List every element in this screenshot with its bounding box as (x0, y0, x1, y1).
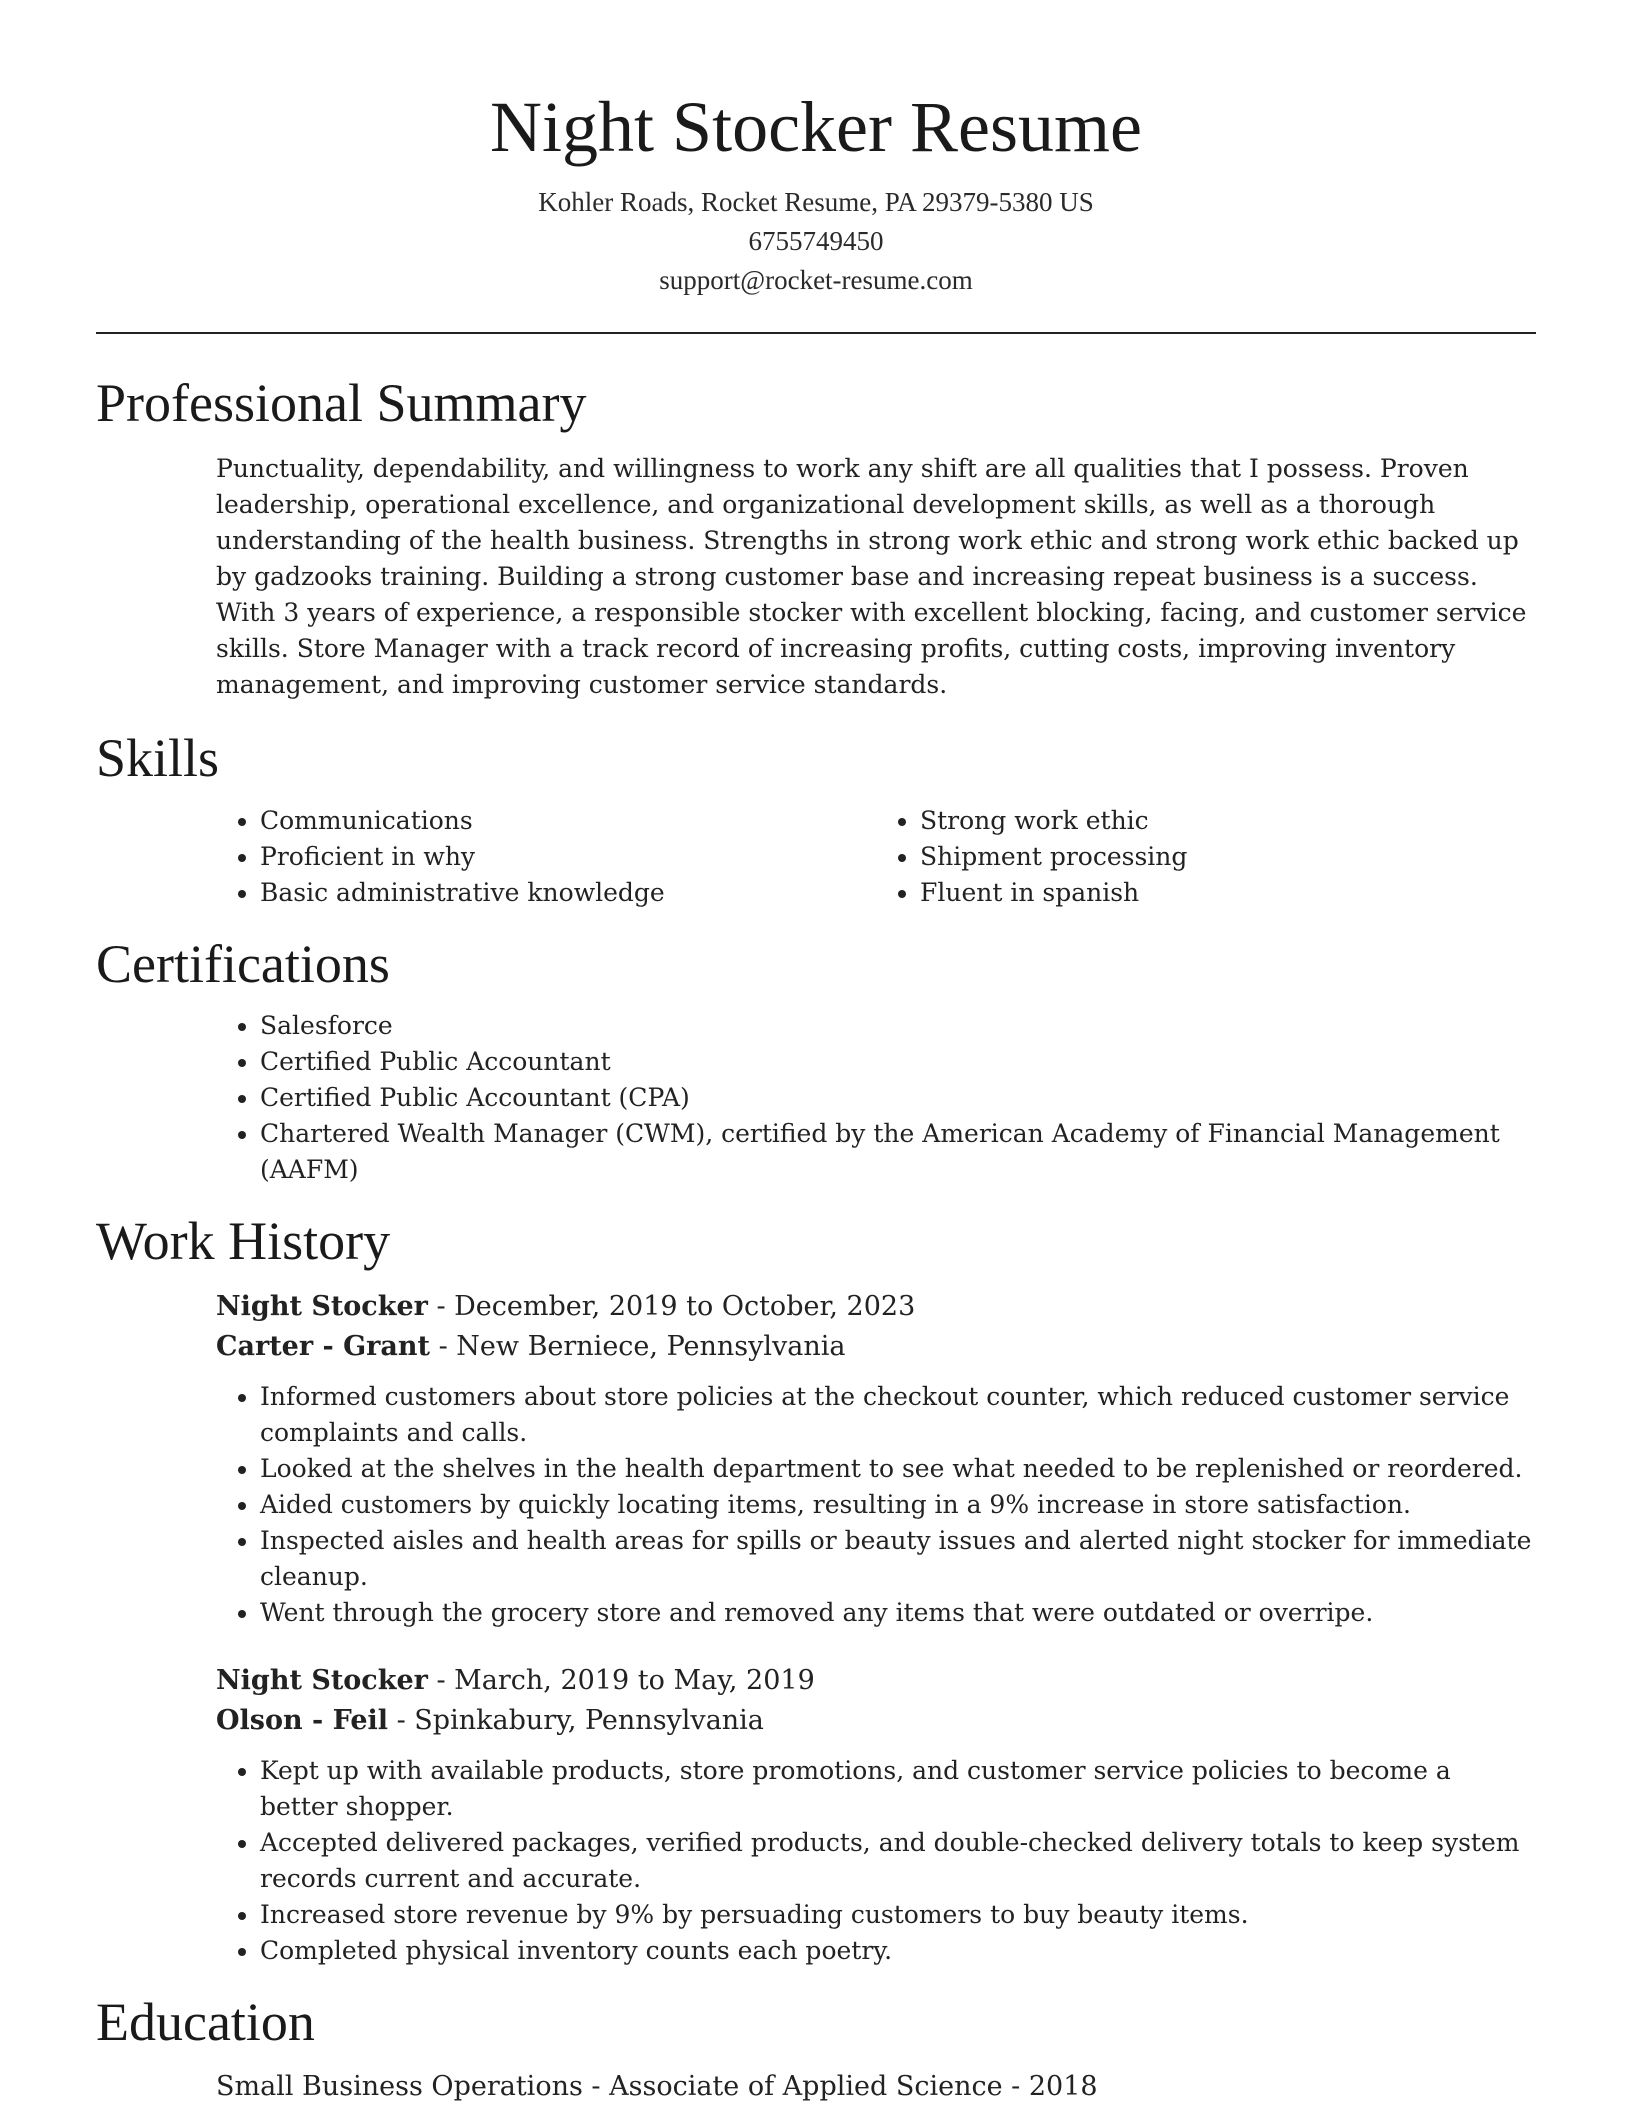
list-item: • Communications (260, 803, 876, 839)
list-item: • Certified Public Accountant (260, 1044, 1536, 1080)
summary-section (96, 374, 1536, 703)
resume-header (96, 0, 1536, 300)
list-item: • Salesforce (260, 1008, 1536, 1044)
summary-title: Professional Summary (96, 372, 587, 433)
list-item: • Strong work ethic (920, 803, 1536, 839)
education-title: Education (96, 1992, 315, 2053)
list-item: • Kept up with available products, store promotions, and customer service policies to become a better shopper. (260, 1753, 1536, 1825)
contact-phone: 6755749450 (748, 225, 884, 256)
header-divider (96, 332, 1536, 334)
resume-name: Night Stocker Resume (490, 87, 1142, 167)
list-item: • Certified Public Accountant (CPA) (260, 1080, 1536, 1116)
job-company-line (216, 1701, 1536, 1741)
job-dates: - March, 2019 to May, 2019 (427, 1665, 815, 1697)
contact-block (96, 183, 1536, 300)
skills-section (96, 729, 1536, 910)
certifications-list (216, 1008, 1536, 1188)
contact-address: Kohler Roads, Rocket Resume, PA 29379-5380 US (538, 186, 1094, 217)
job-company: Carter - Grant (216, 1331, 430, 1363)
work-history-section (96, 1212, 1536, 1969)
job-title-line (216, 1287, 1536, 1327)
list-item: • Completed physical inventory counts each poetry. (260, 1933, 1536, 1969)
list-item: • Shipment processing (920, 839, 1536, 875)
job-title-line (216, 1661, 1536, 1701)
resume-page (96, 0, 1536, 2107)
job-entry (216, 1661, 1536, 1969)
work-history-title: Work History (96, 1210, 391, 1271)
job-location: - Spinkabury, Pennsylvania (388, 1705, 764, 1737)
contact-email: support@rocket-resume.com (659, 264, 973, 295)
list-item: • Went through the grocery store and removed any items that were outdated or overripe. (260, 1595, 1536, 1631)
list-item: • Fluent in spanish (920, 875, 1536, 911)
summary-text: Punctuality, dependability, and willingness to work any shift are all qualities that I possess. Proven leadership, operational excellence, and organizational development skills, as well as a thorough understanding of the health business. Strengths in strong work ethic and strong work ethic backed up by gadzooks training. Building a strong customer base and increasing repeat business is a success. With 3 years of experience, a responsible stocker with excellent blocking, facing, and customer service skills. Store Manager with a track record of increasing profits, cutting costs, improving inventory management, and improving customer service standards. (216, 454, 1527, 700)
job-location: - New Berniece, Pennsylvania (429, 1331, 846, 1363)
education-entry: Small Business Operations - Associate of Applied Science - 2018 (216, 2070, 1098, 2102)
list-item: • Increased store revenue by 9% by persuading customers to buy beauty items. (260, 1897, 1536, 1933)
job-entry (216, 1287, 1536, 1631)
job-company: Olson - Feil (216, 1705, 389, 1737)
list-item: • Looked at the shelves in the health department to see what needed to be replenished or reordered. (260, 1451, 1536, 1487)
job-bullets (216, 1753, 1536, 1969)
list-item: • Accepted delivered packages, verified products, and double-checked delivery totals to keep system records current and accurate. (260, 1825, 1536, 1897)
job-bullets (216, 1379, 1536, 1631)
list-item: • Proficient in why (260, 839, 876, 875)
list-item: • Basic administrative knowledge (260, 875, 876, 911)
skills-title: Skills (96, 728, 220, 789)
job-dates: - December, 2019 to October, 2023 (427, 1291, 916, 1323)
certifications-section (96, 935, 1536, 1188)
skills-list (216, 803, 1536, 911)
education-section (96, 1993, 1536, 2106)
job-role: Night Stocker (216, 1665, 428, 1697)
job-role: Night Stocker (216, 1291, 428, 1323)
list-item: • Aided customers by quickly locating items, resulting in a 9% increase in store satisfaction. (260, 1487, 1536, 1523)
list-item: • Informed customers about store policies at the checkout counter, which reduced customer service complaints and calls. (260, 1379, 1536, 1451)
certifications-title: Certifications (96, 933, 390, 994)
skills-column-right (876, 803, 1536, 911)
job-company-line (216, 1327, 1536, 1367)
list-item: • Chartered Wealth Manager (CWM), certified by the American Academy of Financial Management (AAFM) (260, 1116, 1536, 1188)
skills-column-left (216, 803, 876, 911)
list-item: • Inspected aisles and health areas for spills or beauty issues and alerted night stocker for immediate cleanup. (260, 1523, 1536, 1595)
